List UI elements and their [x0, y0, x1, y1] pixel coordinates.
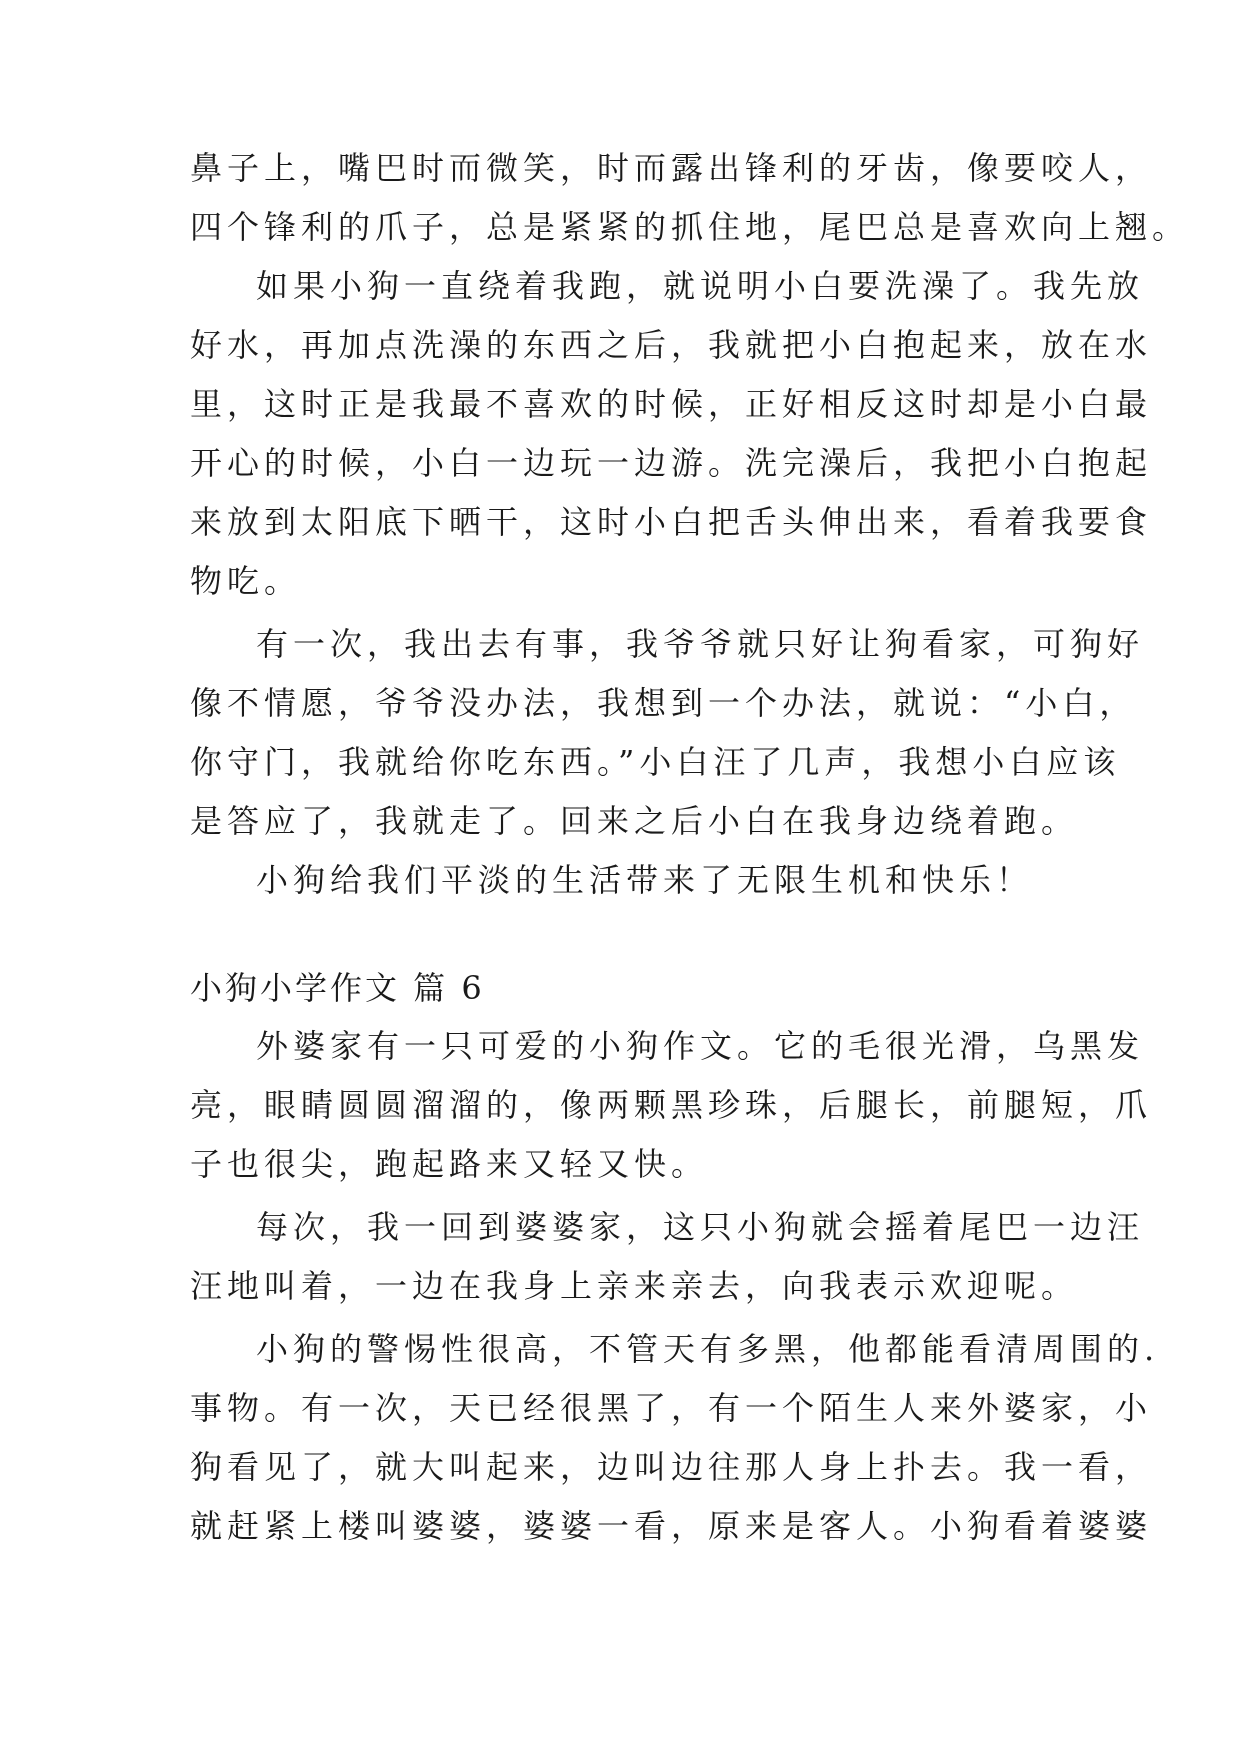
text-line: 里，这时正是我最不喜欢的时候，正好相反这时却是小白最 [190, 385, 1153, 423]
text-line: 汪地叫着，一边在我身上亲来亲去，向我表示欢迎呢。 [190, 1267, 1079, 1305]
text-line: 你守门，我就给你吃东西。”小白汪了几声，我想小白应该 [190, 743, 1121, 781]
paragraph-start-line: 外婆家有一只可爱的小狗作文。它的毛很光滑，乌黑发 [256, 1027, 1145, 1065]
paragraph-start-line: 小狗给我们平淡的生活带来了无限生机和快乐！ [256, 861, 1034, 899]
text-line: 就赶紧上楼叫婆婆，婆婆一看，原来是客人。小狗看着婆婆 [190, 1507, 1153, 1545]
paragraph-start-line: 小狗的警惕性很高，不管天有多黑，他都能看清周围的. [256, 1330, 1160, 1368]
text-line: 是答应了，我就走了。回来之后小白在我身边绕着跑。 [190, 802, 1079, 840]
text-line: 事物。有一次，天已经很黑了，有一个陌生人来外婆家，小 [190, 1389, 1153, 1427]
text-line: 开心的时候，小白一边玩一边游。洗完澡后，我把小白抱起 [190, 444, 1153, 482]
text-line: 好水，再加点洗澡的东西之后，我就把小白抱起来，放在水 [190, 326, 1153, 364]
text-line: 鼻子上，嘴巴时而微笑，时而露出锋利的牙齿，像要咬人， [190, 149, 1153, 187]
text-line: 像不情愿，爷爷没办法，我想到一个办法，就说：“小白， [190, 684, 1137, 722]
paragraph-start-line: 如果小狗一直绕着我跑，就说明小白要洗澡了。我先放 [256, 267, 1145, 305]
text-line: 物吃。 [190, 562, 302, 600]
text-line: 狗看见了，就大叫起来，边叫边往那人身上扑去。我一看， [190, 1448, 1153, 1486]
paragraph-start-line: 每次，我一回到婆婆家，这只小狗就会摇着尾巴一边汪 [256, 1208, 1145, 1246]
section-heading: 小狗小学作文 篇 6 [190, 969, 485, 1007]
text-line: 亮，眼睛圆圆溜溜的，像两颗黑珍珠，后腿长，前腿短，爪 [190, 1086, 1153, 1124]
paragraph-start-line: 有一次，我出去有事，我爷爷就只好让狗看家，可狗好 [256, 625, 1145, 663]
text-line: 四个锋利的爪子，总是紧紧的抓住地，尾巴总是喜欢向上翘。 [190, 208, 1190, 246]
text-line: 来放到太阳底下晒干，这时小白把舌头伸出来，看着我要食 [190, 503, 1153, 541]
text-line: 子也很尖，跑起路来又轻又快。 [190, 1145, 709, 1183]
